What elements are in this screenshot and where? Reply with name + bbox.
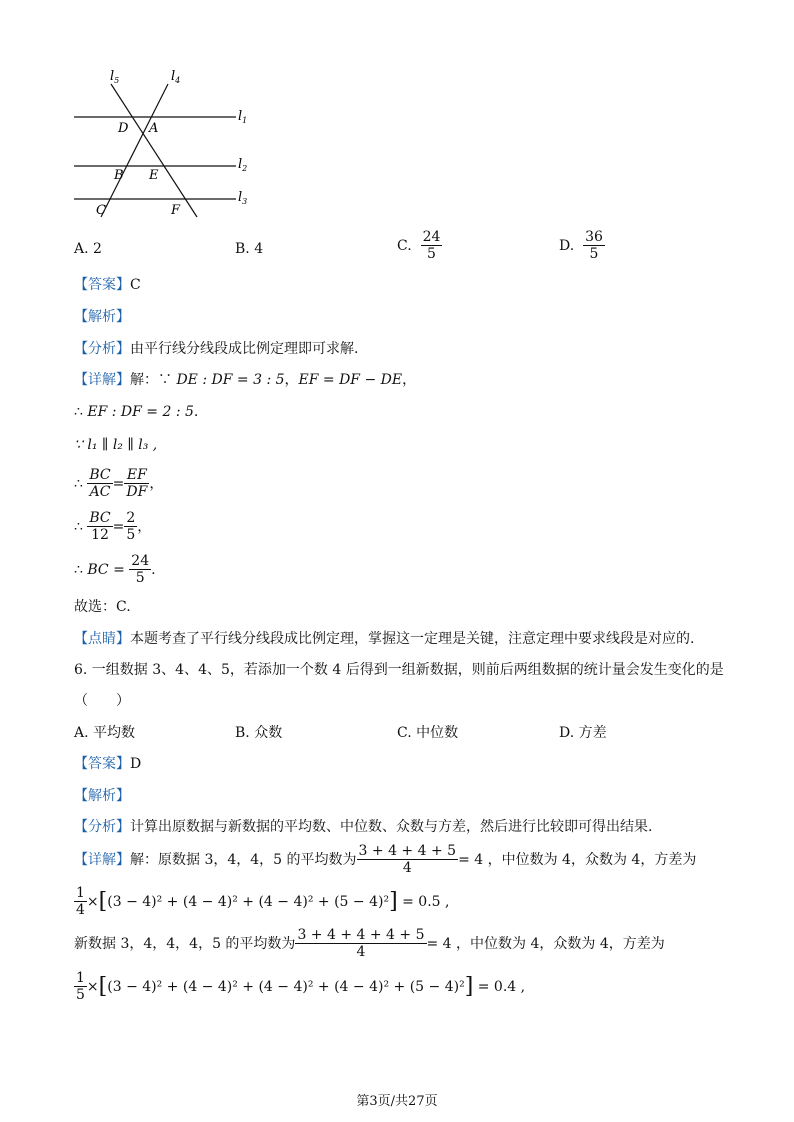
variance-result: = 0.4 , [477,978,526,995]
punctuation: ， [149,475,164,492]
variance-coefficient [74,885,87,918]
fraction-numerator: 36 [585,229,603,245]
option-a-value: 2 [93,241,102,257]
fraction-denominator: 5 [126,527,136,543]
page-footer: 第3页/共27页 [356,1094,438,1109]
label-l5: $l_5$ [110,69,120,85]
q5-answer-line [74,276,141,294]
q6-answer-line [74,755,141,773]
step-expr: DE : DF = 3 : 5 [176,372,285,388]
dianjing-text: 本题考查了平行线分线段成比例定理，掌握这一定理是关键，注意定理中要求线段是对应的. [130,631,695,647]
step-expr: EF = DF − DE [298,372,403,388]
option-d-fraction [583,229,605,262]
answer-tag: 【答案】 [74,756,130,772]
punctuation: ， [137,518,152,535]
q6-option-a: A. 平均数 [74,725,136,741]
detail-text: 新数据 3，4，4，4，5 的平均数为 [74,935,296,952]
label-l3: $l_3$ [238,190,248,206]
mean-fraction-original [357,843,459,876]
q6-detail-line2 [74,927,665,960]
point-D: D [118,121,129,136]
variance-coefficient [74,970,87,1003]
step-text: ∴ [74,404,88,420]
q5-fenxi-line [74,340,358,358]
option-a-label: A. [74,241,89,257]
mean-fraction-new [295,927,426,960]
detail-text: = 4 ，中位数为 4，众数为 4，方差为 [458,851,697,868]
dianjing-tag: 【点睛】 [74,631,130,647]
equals-sign: = [112,518,125,535]
fraction-numerator: EF [124,467,149,484]
option-c-label: C. [397,237,412,254]
q6-option-d: D. 方差 [559,725,607,741]
q5-analysis-tag: 【解析】 [74,309,130,325]
q5-detail-step6 [74,553,156,586]
step-text: . [193,404,199,420]
fraction-numerator: 2 [126,510,136,526]
q6-variance-original: $\frac{1}{4}$ × [ (3 − 4)² + (4 − 4)² + (4 − 4)² + (5 − 4)² ] = 0.5 , [76,885,450,918]
detail-text: 解：原数据 3，4，4，5 的平均数为 [130,851,357,868]
fraction-bc-ac [87,467,112,500]
fraction-denominator: 5 [589,246,599,262]
point-A: A [149,121,159,136]
fraction-denominator: 5 [76,987,85,1003]
q6-option-b: B. 众数 [235,725,283,741]
fraction-numerator: 24 [422,229,441,245]
therefore-symbol: ∴ [74,561,83,578]
fraction-denominator: DF [126,484,148,500]
fraction-denominator: 4 [356,944,366,960]
xiangjie-tag: 【详解】 [74,372,130,388]
fraction-2-5 [124,510,137,543]
q6-analysis-tag: 【解析】 [74,788,130,804]
fenxi-tag: 【分析】 [74,819,130,835]
label-l1: $l_1$ [238,109,248,125]
q5-detail-step1 [74,371,416,389]
punctuation: . [151,561,156,578]
therefore-symbol: ∴ [74,475,83,492]
fraction-numerator: 1 [76,970,85,986]
fenxi-text: 由平行线分线段成比例定理即可求解. [130,341,359,357]
fraction-denominator: 5 [427,246,436,262]
q6-fenxi-line [74,818,652,836]
q5-option-c [397,229,442,262]
step-expr: EF : DF = 2 : 5 [87,404,194,420]
fraction-numerator: 1 [76,885,85,901]
q6-stem: 6. 一组数据 3、4、4、5，若添加一个数 4 后得到一组新数据，则前后两组数据的统计量会发生变化的是 [74,662,724,678]
fenxi-tag: 【分析】 [74,341,130,357]
line-l5 [111,84,197,217]
parallel-lines-figure [60,62,260,222]
q6-variance-new: $\frac{1}{5}$ × [ (3 − 4)² + (4 − 4)² + (4 − 4)² + (4 − 4)² + (5 − 4)² ] = 0.4 , [76,970,526,1003]
q5-option-b [235,240,263,258]
option-c-fraction [421,229,443,262]
answer-value: C [130,277,141,293]
option-b-value: 4 [254,241,264,257]
fraction-bc-12 [87,510,112,543]
fraction-denominator: 4 [76,902,85,918]
q6-detail-line1 [74,843,696,876]
point-B: B [114,168,124,183]
answer-value: D [130,756,142,772]
variance-expression: (3 − 4)² + (4 − 4)² + (4 − 4)² + (5 − 4)² [107,893,390,910]
step-text: ， [284,372,299,388]
variance-result: = 0.5 , [402,893,450,910]
fenxi-text: 计算出原数据与新数据的平均数、中位数、众数与方差，然后进行比较即可得出结果. [130,819,653,835]
q5-choose: 故选：C. [74,599,131,615]
label-l2: $l_2$ [238,157,248,173]
therefore-symbol: ∴ [74,518,83,535]
fraction-24-5 [129,553,151,586]
equals-sign: = [112,475,125,492]
fraction-denominator: 5 [135,570,145,586]
variance-expression: (3 − 4)² + (4 − 4)² + (4 − 4)² + (4 − 4)² + (5 − 4)² [107,978,465,995]
q5-option-d [559,229,605,262]
detail-text: = 4 ，中位数为 4，众数为 4，方差为 [426,935,665,952]
option-d-label: D. [559,237,575,254]
fraction-denominator: 4 [402,860,412,876]
q5-dianjing-line [74,630,694,648]
line-l4 [101,84,168,217]
label-l4: $l_4$ [171,69,181,85]
answer-tag: 【答案】 [74,277,130,293]
q5-option-a [74,240,102,258]
equals-sign: = [113,561,125,578]
variable: BC [87,561,109,578]
q5-detail-step2 [74,403,198,421]
fraction-denominator: AC [89,484,111,500]
point-F: F [171,203,181,218]
fraction-denominator: 12 [91,527,109,543]
step-text: ， [402,372,417,388]
fraction-numerator: BC [89,467,111,483]
fraction-numerator: 24 [131,553,150,569]
point-E: E [149,168,159,183]
q5-detail-step4 [74,467,163,500]
q5-detail-step3: ∵ l₁ ∥ l₂ ∥ l₃ , [74,437,158,453]
point-C: C [96,203,106,218]
q6-option-c: C. 中位数 [397,725,459,741]
fraction-numerator: 3 + 4 + 4 + 4 + 5 [297,927,425,943]
fraction-numerator: 3 + 4 + 4 + 5 [358,843,457,859]
step-text: 解：∵ [130,372,177,388]
q5-detail-step5 [74,510,151,543]
fraction-numerator: BC [89,510,111,526]
option-b-label: B. [235,241,250,257]
q6-paren: （ ） [74,693,130,709]
fraction-ef-df [124,467,149,500]
xiangjie-tag: 【详解】 [74,851,130,868]
